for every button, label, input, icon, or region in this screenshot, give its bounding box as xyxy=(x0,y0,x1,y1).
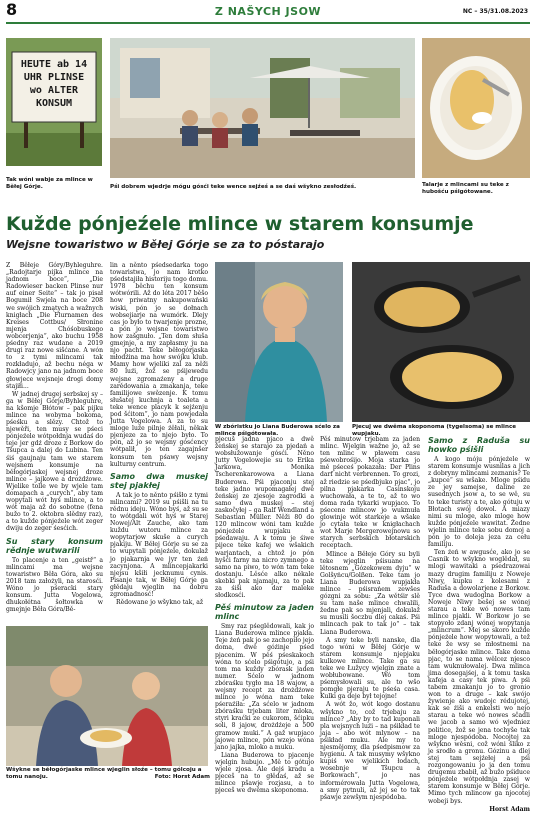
headline: Kužde pónjeźele mlince w starem konsumje xyxy=(6,213,474,235)
bottom-illustration xyxy=(6,626,208,766)
caption-plate: Talarje z mlincami su teke z hubošću pśigótowane. xyxy=(422,182,509,195)
article-column-4 xyxy=(320,436,420,801)
subheading: Samo dwa muskej stej pjakłej xyxy=(110,471,208,490)
terrace-illustration xyxy=(110,38,415,178)
photo-bottom xyxy=(6,626,208,766)
paragraph: To placenje a ten „geistř“ a mlincami ma wejsne towaristwo Běła Góra, ako su 2018 tam założyli, na starosći. Wóno jo pśeracki stary konsum. Jutta Vogelowa, dhukołétna šołtowka w gmejnje Běła Góra/Bě- xyxy=(6,556,103,614)
author-byline: Horst Adam xyxy=(489,805,530,813)
section-title: Z NAŠYCH JSOW xyxy=(214,5,322,18)
photo-pans xyxy=(352,262,530,422)
subheadline: Wejsne towaristwo w Běłej Górje se za to póstarajo xyxy=(6,238,325,251)
photo-terrace xyxy=(110,38,415,178)
photo-portrait xyxy=(215,262,343,422)
pans-illustration xyxy=(352,262,530,422)
article-column-3 xyxy=(215,436,314,795)
paragraph: lin a něnto pśedsedarka togo towaristwa, jo nam krotko pśedstajiła historiju togo domu. 1978 běchu ten konsum wótwórili. Až do léta 2017 běšo how priwatny nakupowański wiski, pón jo se dołnach wobsejiarje na wumórk. Dlejy cas jo było to twarjenje prozne, a pón jo wejsne towaristwo how zašgnuło. „Ten dom słuša gmejnje, a my zapłasmy ju na njo pacht. Teke běłogórjaska młodźina ma how swójku klub. Mamy how wjeliki zal za něži 80 luźi, žož se pśijewedu wejsne zgromaźeny a druge zarědowania a zmakanja, teke familijowe swězenje. K tomu słušatej kuchnja a toaleta a teke wence placyk k sejźenju pod šćitom“, jo nam powjedała Jutta Vogelowa. A za to su mloge luźe pilnje źěłali, někak pjenjeze za to njejo było. To pón, až jo se wejsny gósćency wótpalił, jo ten zagajnšer konsum ten pśawy wejsny kulturny centrum. xyxy=(110,262,208,468)
caption-pans: Pjecuj we dwěma skoponoma (tygelsoma) se mlince wupjaku. xyxy=(352,424,517,437)
paragraph: A smy teke byli nanske, dla togo wóni w Běłej Górje w starem konsumje njepjaku kulkowe mlince. Take ga su teke we Łužycy wjelgin znate a wobłubowane. Wó tom pśemysłowali su, ale to wšo pomgłe pjeraju te pśeśa casa. Kulki ga deje był tejojne! xyxy=(320,636,420,701)
photo-credit: Foto: Horst Adam xyxy=(154,774,210,780)
caption-bottom-text: Wšykne se běłogórjaske mlince wjeglin słoźe – tomu gólcoju a tomu nanoju. xyxy=(6,767,202,780)
issue-label: NC – 35/31.08.2023 xyxy=(462,8,528,15)
paragraph: Z Běłeje Góry/Byhleguhre. „Radojtarje pijka mlince na jadnom boce“, „Die Radowieser backen Plinse nur auf einer Seite“ – tak jo pisał Bogumił Swjela na boce 208 we swójich zmątych a wažnych knigłach „Die Flurnamen des Kreises Cottbus/ Słronine mjenja Chóśobuskego wobcerjenja“, ako buchu 1958 pśedny raz wudane a 2019 drugi raz nowe sišćane. A wón to z tymi mlincami tak rozkładujo, až bechu néga w Radowjcy jano na jadnom boce głowjece wejsneje drogi domy stajiłi... xyxy=(6,262,103,390)
portrait-illustration xyxy=(215,262,343,422)
article-column-1 xyxy=(6,262,103,620)
paragraph: A kogo móju pónjeźele w starem konsumje wusnilas a jich z dobryny mlincami zeznanis? Te „kupce“ su wšake. Mloge pśidu ze jey samejse, daline ze susednych jsow a, to se wě, su to teke turisty a te, ako gótuju w Błotach swój dowol. A miazy nimi su mloge, ako mloge how kužde pónjeźele wawitat. Žedne wjelin mlince teke sobu domoj a pón jo to doleja jeza za cełu familiju. xyxy=(428,456,530,549)
photo-sign xyxy=(6,38,102,166)
subheading: Samo z Raduša su howko pśišli xyxy=(428,436,530,454)
article-column-5 xyxy=(428,436,530,813)
sign-text: HEUTE ab 14 UHR PLINSE wo ALTER KONSUM xyxy=(20,59,88,109)
paragraph: pjecuš jadna pjaco a dwě žeńskej se starajo za pjedań a wobsłužowanje gósći. Něno Jutty Vogelowejie su to Erika Jarkowa, Monika Tscherenkarowowa a Liana Buderowa. Pśi pjaconju stej teke jadno wupomagałej dwě žeńskej ze zjesoje zagrodki a samo dwa muskej – stej zaskočyłej – ga Ralf Wendland a Sebastian Müller. Něži 80 do 120 mlincow wóni tam kužde pónjeźele wupjaku a pśedawaju. A k tomu je śiwe pijece teke kafej we wšakich warjantach, a chtož jo pón hyšći farny na nicro zymnego a samo na piwo, to wón tam teke dostanju. Lěsće alko nékale skebki pak njamaju, za to pak za śiši ako dar maleke słodkosći. xyxy=(215,436,314,600)
paragraph: A wót žo, wót kogo dostanu wšykno to, což trjebaju za mlince? „Aby by to tad kuponali pla wejsnych luźi – na pśikład te jaja – abo wót mlynow – na pśikład muku. Ale my to njesmějomy, dla pśedpismow za hygienu. A tak musymy wšykno kupiś we wjelikich łodach, wosebnje w Tšupcu a Borkowach“, jo nas informérowała Jutta Vogelowa, a smy pytnuli, až jej se to tak pšawje zewšym njespódoba. xyxy=(320,701,420,801)
plate-illustration xyxy=(422,38,530,178)
paragraph: Ten źeń w awgusće, ako jo se Casnik to wšykno woglědał, su mlogi wawitaki a pśedrazowai mazy drugim familiju z Noweje Niwy, kupku z kolesami z Raduša a dowolarjene z Borkow. Tyce dwa wudoglna Borkow a Noweje Niwy bešej se wónej starau a teke wó nowes tam mlince pjakli. W Borkow jo se stopyoło zdanj wónej wopytanja „mlincrum“. Mej se skoro kužde pónjeźele how wopytowali, a tež teke že wsy se młostnemi na běłogórjaske mlince. Take doma pjac, to se nama wělcez njesco tam wuknułowalej. Dwa mlinca jima dosegajśej, a k tomu taska kafeja a casy tek piwa. A pśi tabem zmakanju jo to gronio won to a druge – kak swójo žywienje ako wudojc rédujotej, kak se źiši a enkelsti wo nejo starau a teke wó nowes sčadli we jacob a samo wó wjedniez politice, žož se jena tochyše tak mloge njespódoba. Nocojtej za wšykno wěsni, což wóni šliko z je srodło a gronu. Gózinu a dlej stej tam sejźełej a pśi rozgongowaniu jo ja den tomu drugemu zbabił, až bužo pśiduce pónjeźele wótpołdnja zasej w starem konsumje w Běłej Górje. Mimo tych mlincow ga njocotej wobeji bys. xyxy=(428,549,530,805)
header-rule xyxy=(6,22,530,24)
page-number: 8 xyxy=(6,0,18,19)
caption-bottom xyxy=(6,767,210,781)
subheading: Pěś minutow za jaden mlinc xyxy=(215,603,314,622)
paragraph: A tak jo to něnto pśišło z tymi mlincami? 2019 su pśišli na tu rědnu ideju. Wóno byś, až su se to wótgdali wót hyś w Starej Nowej/Alt Zauche, ako tam kuždu wutoru mlince za wopytarjow skuše a curych pjakiju. W Běłej Górje su se za to wupytali pónjeźele, dokulaž jo pjakarnja we jyr ten źeń zacynjona. A mlincepjakarki njejsu kšiłi jecknumu cynis. Pisanje tak, w Běłej Górje ga głědaju wjeglin na dobru zgromadnosć! xyxy=(110,491,208,599)
paragraph: Pěś minutow trjebam za jaden mlinc. Wjelgin wažne jo, až se ten mlinc w pławem casu pśewobrośijo. Moja starka jo mě pśeceś pokazała: Der Plins darf nicht verbrennen. To grozi, až riedzie se pśedbjuko pjac“, jo pilna pjakarka Casinskoju wuchowała, a te to, až to wo doma rada tykarki wupjaco. To pśecene mlincow jo wukmuła glowinje wót starkeje a wšake jo cytała teke w knigłachach wot Marje Mergerowejnowu so starych serbskich błotarskich receptach. xyxy=(320,436,420,550)
paragraph: Mlince a Běłeje Góry su byli teke wjeglin pśisuane na lětosnem „Gózekowem dyju“ w Golšyńcu/Golßen. Teke tam jo Liana Buderowa wupjakła mlince – pśisrańem zewšes gózgni za sobu: „Za wětśir slě su tam naše mlince chwalili, žedne pak so mjenjali, dokulaž su musili šoczbu dlej cakaś. Pśi mlincach pak to tak jo“ – tak Liana Buderowa. xyxy=(320,550,420,636)
subheading: Su stary konsum rědnje wutwarili xyxy=(6,536,103,555)
paragraph: Liana Buderowa to pjacenje wjelgin hubujo. „Mě to gótujo wjele zjosa. Ale dejś kradu a pjeceš na to głědaś, až se mlince pšawje rozjasu, a to pjeceš we dwěma skoponoma. xyxy=(215,751,314,795)
caption-portrait: W zbóristku jo Liana Buderowa sćelo za mlince pśigótowała. xyxy=(215,424,340,437)
caption-sign: Tak wóni wabje za mlince w Běłej Górje. xyxy=(6,177,93,190)
photo-plate xyxy=(422,38,530,178)
paragraph: Rědowane jo wšykno tak, až xyxy=(116,599,204,607)
paragraph: Smy raz pśeglědowali, kak jo Liana Buderowa mlince pjakła. Teje źeń pak jo se zachopiło jejo doma, dwě góźinje pśed pjacenim. W pěś pśeskakoch wóna to sćelo pśigótujo, a pśi tom ma kuždy zbórask jaden numer. Sćelo w jadnom zbóraśku tygło ma 18 wajow, a wejsny recept za drożdźowe mlince jo wóna nam teke pśeraźiła: „Za sćelo w jadnom zbóraśku trjebam liter mloka, styri kraćki ze cukorom, šćipku soli, 8 jajow, drożdźeje a 500 gramow muki.“ A gaž wupjaco jajowe mlince, pón wzejo wóna jano jajka, mloko a muku. xyxy=(215,623,314,751)
article-column-2 xyxy=(110,262,208,620)
paragraph: W jadnej drugej serbskej sy – ga w Běłej Górje/Byhleguhre, na kšomje Błótow – pak pijku mlince na wobyma bokoma, pśeśku a slězy. Chtož to njewěři, ten musy se pśeci pónjeźele wótpołdnja wudaś do teje jer gdź droze z Borkow do Tšupca a dalej do Lubina. Ten śiś gaujnaju tam we starem wejsnem konsumje na běłogórjaskej wejsnej droze mlince – jajkowe a drożdźowe. Wjelike tolle we by wjele tam domapach a „curych“, aby tam wopytali wót hyś mlince, a to wót maja až do sobotne (fena bužo to 2. oktobra slědny raz), a to kužde pónjeźele wót zeger dwiju do zeger śesćich. xyxy=(6,390,103,533)
caption-terrace: Pśi dobrem wjedrje mógu gósći teke wence sejźeś a se daś wšykno zesłodźeś. xyxy=(110,184,357,190)
